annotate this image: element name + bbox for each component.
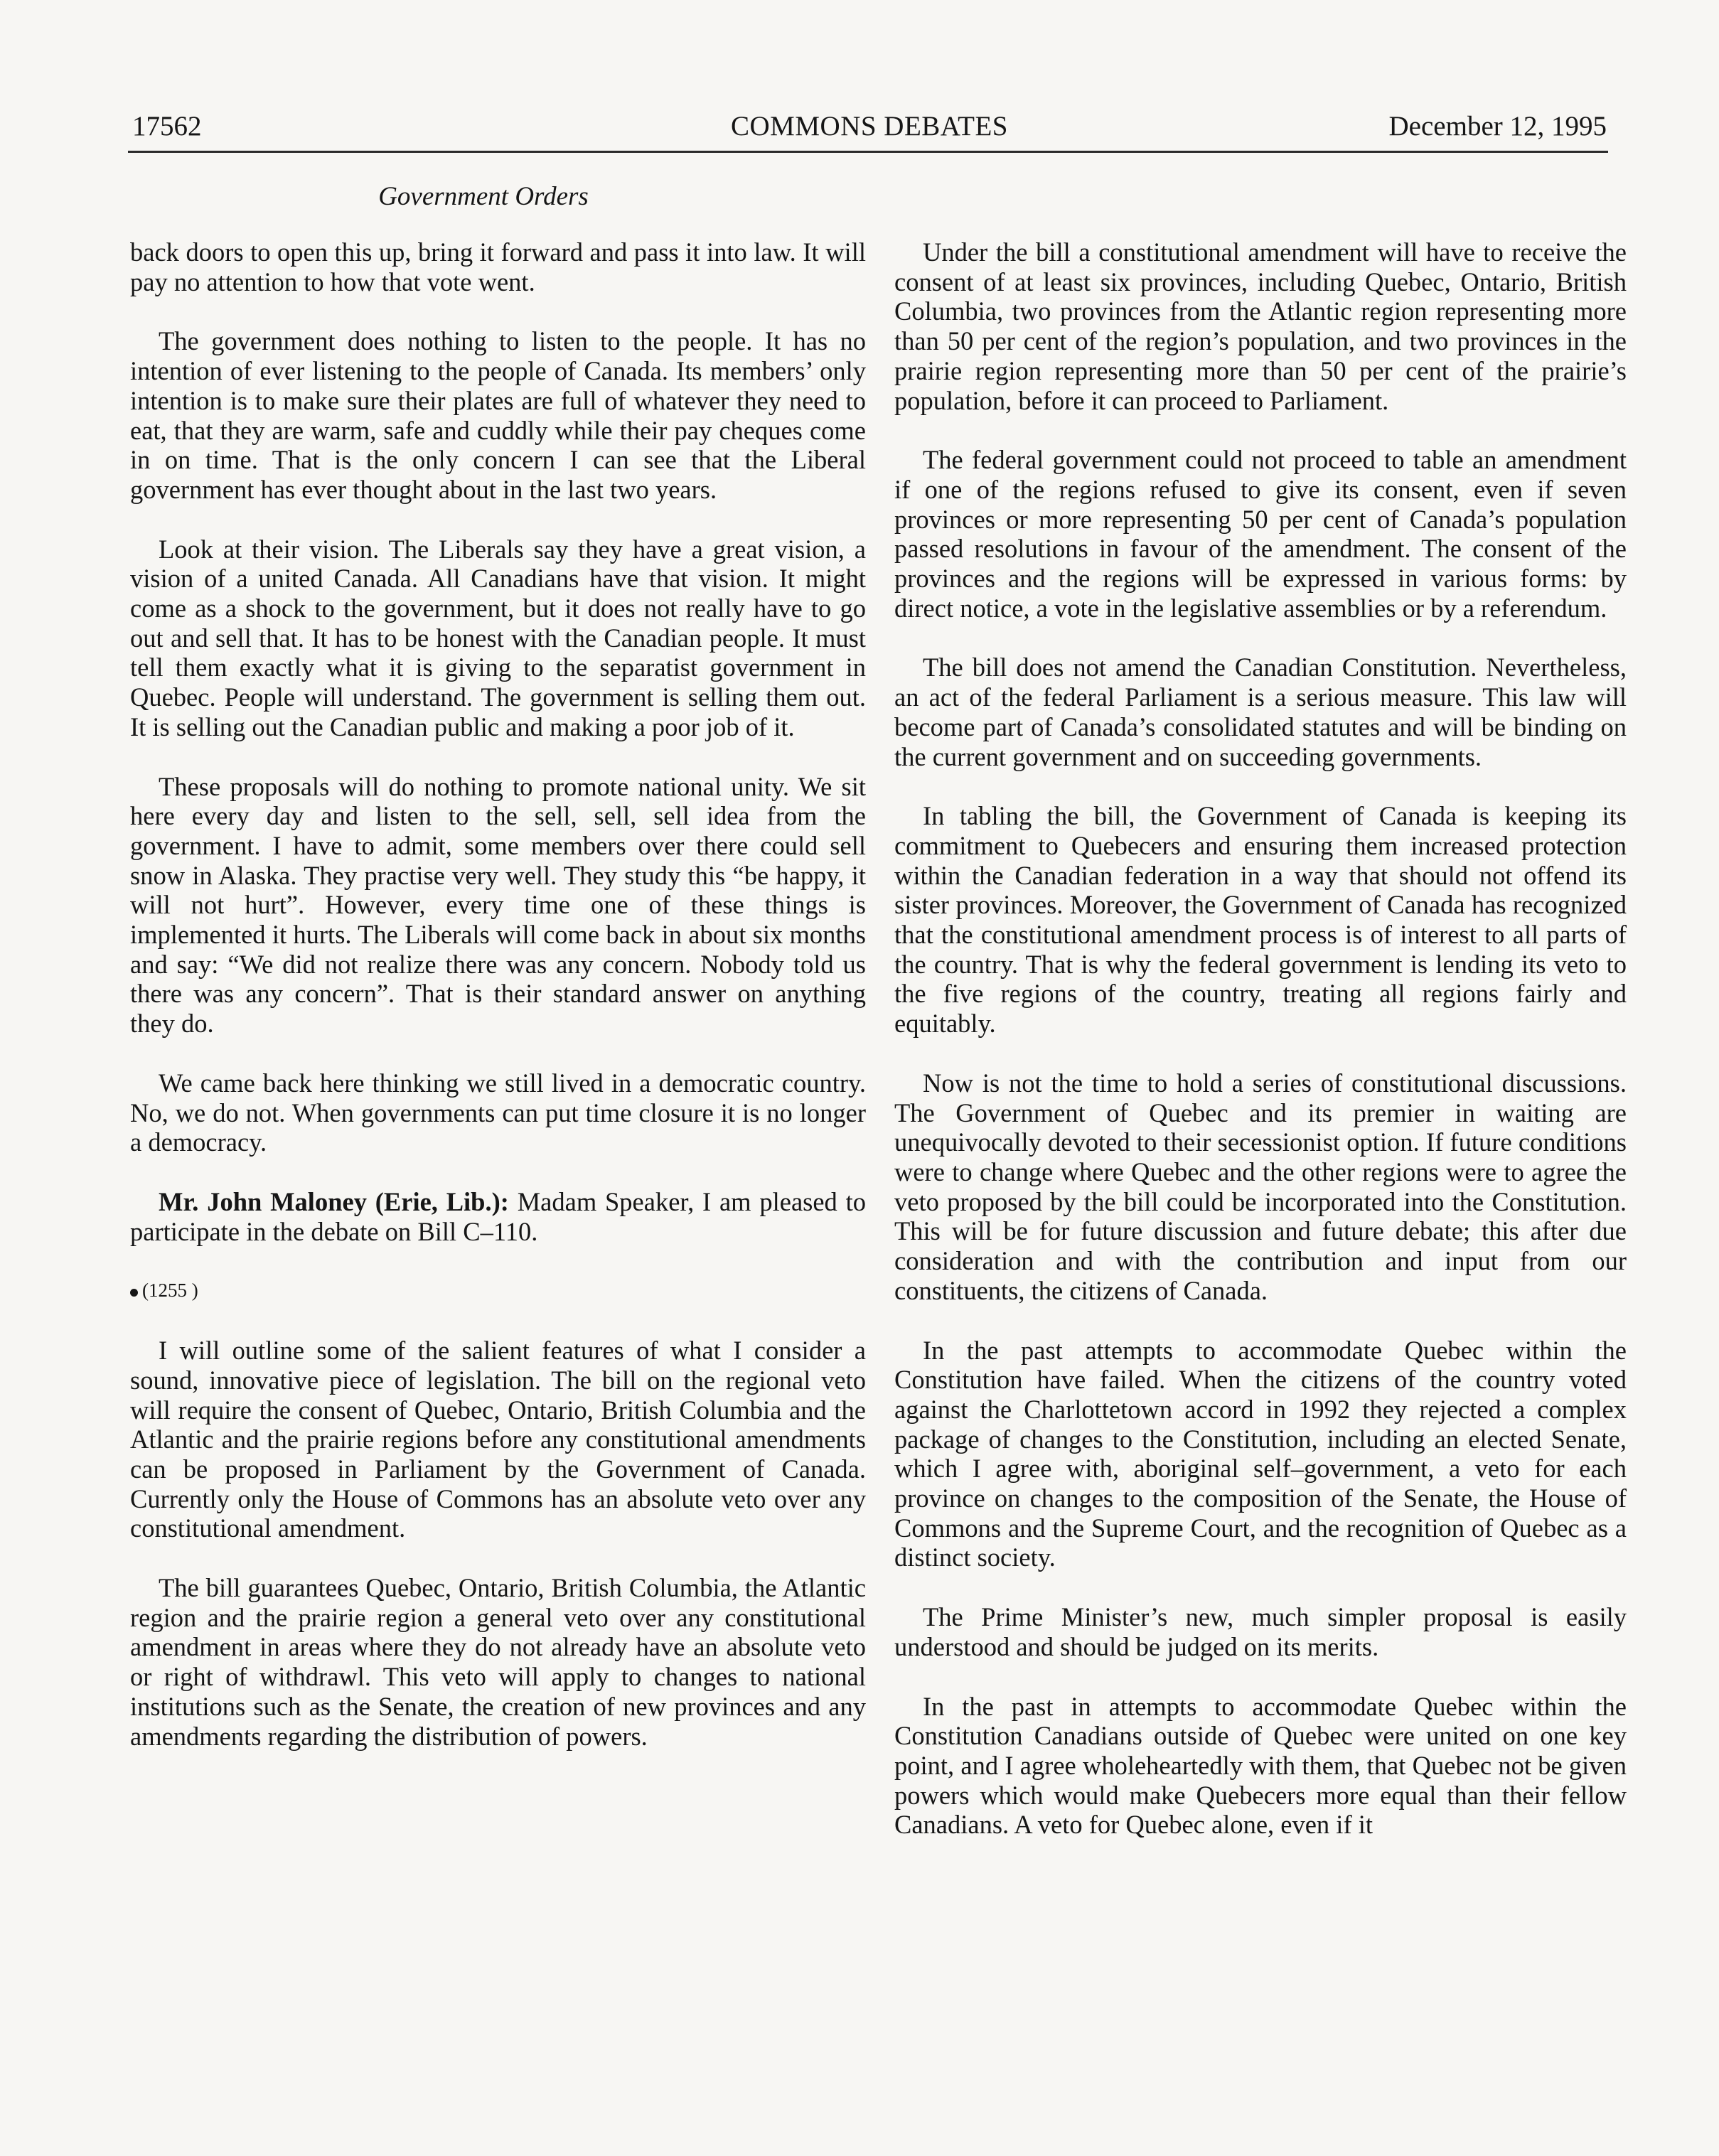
paragraph: In the past in attempts to accommodate Quebec within the Constitution Canadians outside of Quebec were united on one key point, and I agree wholeheartedly with them, that Quebec not be given powers which would make Quebecers more equal than their fellow Canadians. A veto for Quebec alone, even if it	[894, 1691, 1627, 1840]
paragraph: The government does nothing to listen to the people. It has no intention of ever listening to the people of Canada. Its members’ only intention is to make sure their plates are full of whatever they need to eat, that they are warm, safe and cuddly while their pay cheques come in on time. That is the only concern I can see that the Liberal government has ever thought about in the last two years.	[130, 326, 866, 504]
paragraph: In the past attempts to accommodate Quebec within the Constitution have failed. When the citizens of the country voted against the Charlottetown accord in 1992 they rejected a complex package of changes to the Constitution, including an elected Senate, which I agree with, aboriginal self–government, a veto for each province on changes to the composition of the Senate, the House of Commons and the Supreme Court, and the recognition of Quebec as a distinct society.	[894, 1335, 1627, 1572]
header-rule	[128, 151, 1608, 153]
paragraph: I will outline some of the salient features of what I consider a sound, innovative piece of legislation. The bill on the regional veto will require the consent of Quebec, Ontario, British Columbia and the Atlantic and the prairie regions before any constitutional amendments can be proposed in Parliament by the Government of Canada. Currently only the House of Commons has an absolute veto over any constitutional amendment.	[130, 1336, 866, 1543]
speaker-paragraph	[130, 1187, 866, 1246]
issue-date: December 12, 1995	[1388, 111, 1607, 141]
time-marker-text: (1255 )	[142, 1280, 198, 1302]
paragraph: Now is not the time to hold a series of constitutional discussions. The Government of Quebec and its premier in waiting are unequivocally devoted to their secessionist option. If future conditions were to change where Quebec and the other regions were to agree the veto proposed by the bill could be incorporated into the Constitution. This will be for future discussion and future debate; this after due consideration and with the contribution and input from our constituents, the citizens of Canada.	[894, 1068, 1627, 1305]
right-column	[894, 237, 1627, 1870]
left-column	[130, 237, 866, 1781]
publication-title: COMMONS DEBATES	[731, 111, 1008, 141]
paragraph: The Prime Minister’s new, much simpler proposal is easily understood and should be judged on its merits.	[894, 1602, 1627, 1661]
paragraph: The bill guarantees Quebec, Ontario, British Columbia, the Atlantic region and the prairie region a general veto over any constitutional amendment in areas where they do not already have an absolute veto or right of withdrawl. This veto will apply to changes to national institutions such as the Senate, the creation of new provinces and any amendments regarding the distribution of powers.	[130, 1573, 866, 1751]
paragraph: back doors to open this up, bring it forward and pass it into law. It will pay no attention to how that vote went.	[130, 237, 866, 296]
paragraph: In tabling the bill, the Government of Canada is keeping its commitment to Quebecers and ensuring them increased protection within the Canadian federation in a way that should not offend its sister provinces. Moreover, the Government of Canada has recognized that the constitutional amendment process is of interest to all parts of the country. That is why the federal government is lending its veto to the five regions of the country, treating all regions fairly and equitably.	[894, 801, 1627, 1039]
page-number: 17562	[132, 111, 202, 141]
paragraph: These proposals will do nothing to promote national unity. We sit here every day and listen to the sell, sell, sell idea from the government. I have to admit, some members over there could sell snow in Alaska. They practise very well. They study this “be happy, it will not hurt”. However, every time one of these things is implemented it hurts. The Liberals will come back in about six months and say: “We did not realize there was any concern. Nobody told us there was any concern”. That is their standard answer on anything they do.	[130, 771, 866, 1039]
paragraph: The bill does not amend the Canadian Constitution. Nevertheless, an act of the federal Parliament is a serious measure. This law will become part of Canada’s consolidated statutes and will be binding on the current government and on succeeding governments.	[894, 653, 1627, 771]
section-heading: Government Orders	[378, 182, 589, 211]
time-marker	[130, 1276, 866, 1306]
bullet-icon	[130, 1289, 138, 1297]
speaker-name: Mr. John Maloney (Erie, Lib.):	[159, 1186, 509, 1216]
paragraph: Under the bill a constitutional amendment will have to receive the consent of at least six provinces, including Quebec, Ontario, British Columbia, two provinces from the Atlantic region representing more than 50 per cent of the region’s population, and two provinces in the prairie region representing more than 50 per cent of the prairie’s population, before it can proceed to Parliament.	[894, 237, 1627, 415]
paragraph: Look at their vision. The Liberals say they have a great vision, a vision of a united Canada. All Canadians have that vision. It might come as a shock to the government, but it does not really have to go out and sell that. It has to be honest with the Canadian people. It must tell them exactly what it is giving to the separatist government in Quebec. People will understand. The government is selling them out. It is selling out the Canadian public and making a poor job of it.	[130, 534, 866, 741]
speaker-text: Madam Speaker, I am pleased to participate in the debate on Bill C–110.	[130, 1186, 866, 1246]
paragraph: We came back here thinking we still lived in a democratic country. No, we do not. When governments can put time closure it is no longer a democracy.	[130, 1068, 866, 1157]
paragraph: The federal government could not proceed to table an amendment if one of the regions refused to give its consent, even if seven provinces or more representing 50 per cent of Canada’s population passed resolutions in favour of the amendment. The consent of the provinces and the regions will be expressed in various forms: by direct notice, a vote in the legislative assemblies or by a referendum.	[894, 445, 1627, 623]
page-header	[132, 110, 1607, 153]
